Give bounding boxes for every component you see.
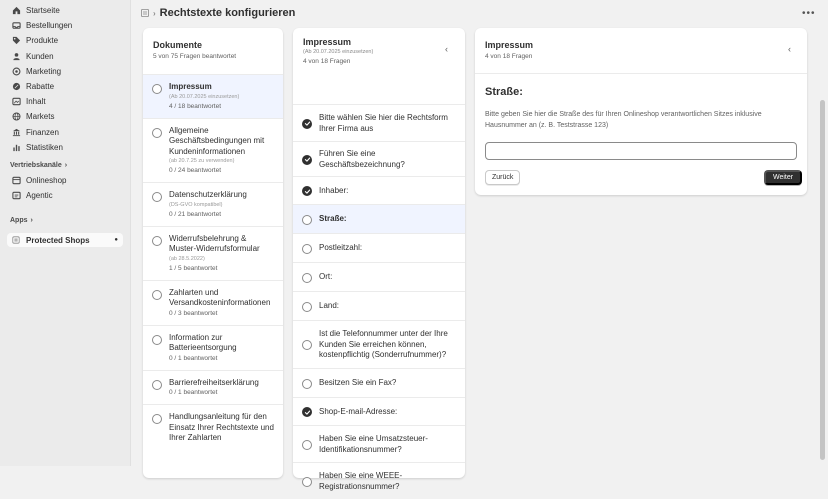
chevron-left-icon[interactable]: ‹ (445, 44, 448, 54)
document-count: 0 / 1 beantwortet (169, 389, 218, 396)
document-name: Barrierefreiheitserklärung (169, 377, 259, 387)
document-name: Allgemeine Geschäftsbedingungen mit Kundeninformationen (169, 125, 265, 156)
sales-channels-heading-label: Vertriebskanäle (10, 162, 62, 170)
document-radio[interactable] (152, 290, 162, 300)
sidebar-item-protected-shops[interactable] (7, 233, 123, 247)
next-button[interactable]: Weiter (764, 170, 802, 185)
sidebar-item-onlineshop[interactable] (0, 173, 130, 188)
question-text: Besitzen Sie ein Fax? (319, 378, 397, 388)
sidebar-item-label: Statistiken (26, 142, 63, 152)
question-item[interactable] (293, 397, 465, 425)
question-radio[interactable] (302, 273, 312, 283)
street-input[interactable] (485, 142, 797, 160)
globe-icon (11, 112, 21, 122)
sidebar-item-agentic[interactable] (0, 188, 130, 203)
home-icon (11, 6, 21, 16)
back-button[interactable]: Zurück (485, 170, 520, 185)
checkmark-icon[interactable] (302, 186, 312, 196)
questions-title: Impressum (303, 37, 352, 47)
sidebar-item-label: Marketing (26, 66, 62, 76)
sidebar-item-startseite[interactable] (0, 3, 130, 18)
document-item[interactable] (143, 182, 283, 226)
sales-channels-heading[interactable] (0, 159, 130, 173)
sidebar-item-marketing[interactable] (0, 64, 130, 79)
question-text: Bitte wählen Sie hier die Rechtsform Ihrer Firma aus (319, 113, 448, 133)
question-text: Haben Sie eine WEEE-Registrationsnummer? (319, 471, 403, 491)
document-name: Information zur Batterieentsorgung (169, 332, 237, 352)
documents-card (143, 28, 283, 478)
document-count: 4 / 18 beantwortet (169, 102, 222, 110)
question-text: Haben Sie eine Umsatzsteuer-Identifikationsnummer? (319, 434, 428, 454)
sidebar-item-statistiken[interactable] (0, 140, 130, 155)
document-item[interactable] (143, 404, 283, 450)
question-item[interactable] (293, 262, 465, 291)
question-item[interactable] (293, 291, 465, 320)
document-radio[interactable] (152, 380, 162, 390)
sidebar-item-label: Startseite (26, 6, 60, 16)
sidebar-item-produkte[interactable] (0, 33, 130, 48)
checkmark-icon[interactable] (302, 407, 312, 417)
chart-icon (11, 142, 21, 152)
target-icon (11, 66, 21, 76)
question-item[interactable] (293, 176, 465, 204)
sidebar-item-finanzen[interactable] (0, 125, 130, 140)
questions-card (293, 28, 465, 491)
question-item[interactable] (293, 368, 465, 397)
question-description: Bitte geben Sie hier die Straße des für Ihren Onlineshop verantwortlichen Sitzes inklusive Hausnummer an (z. B. Teststrasse 123) (485, 111, 762, 129)
question-item[interactable] (293, 233, 465, 262)
store-icon (11, 175, 21, 185)
question-radio[interactable] (302, 302, 312, 312)
apps-heading-label: Apps (10, 216, 28, 224)
question-item[interactable] (293, 104, 465, 141)
question-radio[interactable] (302, 379, 312, 389)
sidebar-item-label: Onlineshop (26, 175, 67, 185)
sidebar-item-label: Inhalt (26, 97, 46, 107)
apps-heading[interactable] (0, 213, 130, 227)
chevron-right-icon: › (153, 8, 156, 18)
sidebar-item-label: Agentic (26, 191, 53, 201)
questions-progress: 4 von 18 Fragen (303, 58, 351, 65)
question-title: Straße: (485, 86, 523, 98)
question-item[interactable] (293, 141, 465, 176)
inbox-icon (11, 21, 21, 31)
document-item[interactable] (143, 370, 283, 405)
document-radio[interactable] (152, 192, 162, 202)
document-radio[interactable] (152, 335, 162, 345)
document-item[interactable] (143, 226, 283, 280)
document-note: (DS-GVO kompatibel) (169, 201, 223, 208)
document-name: Datenschutzerklärung (169, 190, 247, 199)
document-radio[interactable] (152, 128, 162, 138)
document-count: 0 / 1 beantwortet (169, 354, 218, 362)
document-name: Impressum (169, 82, 212, 91)
question-item[interactable] (293, 425, 465, 462)
content-icon (11, 97, 21, 107)
page-scrollbar[interactable] (820, 100, 825, 460)
question-text: Ort: (319, 272, 333, 282)
sidebar-item-inhalt[interactable] (0, 94, 130, 109)
question-text: Shop-E-mail-Adresse: (319, 406, 398, 416)
detail-progress: 4 von 18 Fragen (485, 53, 533, 60)
person-icon (11, 51, 21, 61)
sidebar-channels-nav (0, 173, 130, 203)
sidebar-item-kunden[interactable] (0, 49, 130, 64)
discount-icon (11, 82, 21, 92)
sidebar-item-label: Produkte (26, 36, 59, 46)
chevron-left-icon[interactable]: ‹ (788, 44, 791, 54)
document-count: 1 / 5 beantwortet (169, 264, 218, 272)
question-text: Postleitzahl: (319, 243, 363, 253)
document-name: Widerrufsbelehrung & Muster-Widerrufsformular (169, 233, 260, 253)
sidebar-item-rabatte[interactable] (0, 79, 130, 94)
pin-icon[interactable]: ● (114, 237, 118, 244)
question-text: Ist die Telefonnummer unter der Ihre Kunden Sie erreichen können, kostenpflichtig (Sonderrufnummer)? (319, 329, 448, 360)
question-radio[interactable] (302, 440, 312, 450)
document-count: 0 / 21 beantwortet (169, 210, 222, 218)
questions-list (293, 104, 465, 499)
checkmark-icon[interactable] (302, 155, 312, 165)
detail-divider (475, 73, 807, 74)
bank-icon (11, 127, 21, 137)
page-header (141, 6, 295, 20)
question-radio[interactable] (302, 477, 312, 487)
tag-icon (11, 36, 21, 46)
app-breadcrumb-icon[interactable] (141, 9, 149, 17)
checkmark-icon[interactable] (302, 119, 312, 129)
document-count: 0 / 3 beantwortet (169, 309, 218, 317)
document-radio[interactable] (152, 414, 162, 424)
sidebar-item-label: Markets (26, 112, 55, 122)
question-text: Inhaber: (319, 185, 349, 195)
question-text: Führen Sie eine Geschäftsbezeichnung? (319, 149, 405, 169)
documents-title: Dokumente (153, 40, 203, 50)
detail-title: Impressum (485, 40, 534, 50)
sidebar-item-label: Bestellungen (26, 21, 73, 31)
documents-subtitle: 5 von 75 Fragen beantwortet (153, 53, 237, 60)
document-name: Zahlarten und Versandkosteninformationen (169, 287, 271, 307)
question-item[interactable] (293, 320, 465, 368)
sidebar-item-label: Protected Shops (26, 235, 90, 245)
sidebar-item-bestellungen[interactable] (0, 18, 130, 33)
question-radio[interactable] (302, 215, 312, 225)
documents-list (143, 74, 283, 450)
chevron-right-icon: › (64, 162, 68, 170)
question-radio[interactable] (302, 340, 312, 350)
question-radio[interactable] (302, 244, 312, 254)
document-radio[interactable] (152, 236, 162, 246)
document-count: 0 / 24 beantwortet (169, 167, 222, 174)
chevron-right-icon: › (30, 216, 33, 224)
detail-header (475, 28, 807, 60)
document-item[interactable] (143, 325, 283, 370)
document-note: (ab 28.5.2022) (169, 255, 205, 262)
document-note: (Ab 20.07.2025 einzusetzen) (169, 93, 240, 100)
document-item[interactable] (143, 118, 283, 183)
document-note: (ab 20.7.25 zu verwenden) (169, 158, 235, 164)
sidebar (0, 0, 130, 466)
question-text: Land: (319, 301, 340, 311)
sidebar-item-label: Finanzen (26, 127, 59, 137)
sidebar-item-markets[interactable] (0, 109, 130, 124)
question-text: Straße: (319, 214, 347, 224)
document-item[interactable] (143, 74, 283, 118)
app-icon (11, 235, 21, 245)
document-name: Handlungsanleitung für den Einsatz Ihrer Rechtstexte und Ihrer Zahlarten (169, 412, 274, 442)
sidebar-item-label: Rabatte (26, 82, 55, 92)
page-title: Rechtstexte konfigurieren (159, 7, 296, 19)
more-actions-icon[interactable]: ••• (802, 8, 816, 19)
questions-note: (Ab 20.07.2025 einzusetzen) (303, 49, 374, 55)
agent-icon (11, 191, 21, 201)
sidebar-item-label: Kunden (26, 51, 54, 61)
document-radio[interactable] (152, 84, 162, 94)
document-item[interactable] (143, 280, 283, 325)
documents-header (143, 28, 283, 60)
questions-header (293, 28, 465, 65)
question-detail-card (475, 28, 807, 195)
question-item[interactable] (293, 462, 465, 499)
sidebar-divider (130, 0, 131, 466)
question-item[interactable] (293, 204, 465, 233)
sidebar-main-nav (0, 3, 130, 155)
